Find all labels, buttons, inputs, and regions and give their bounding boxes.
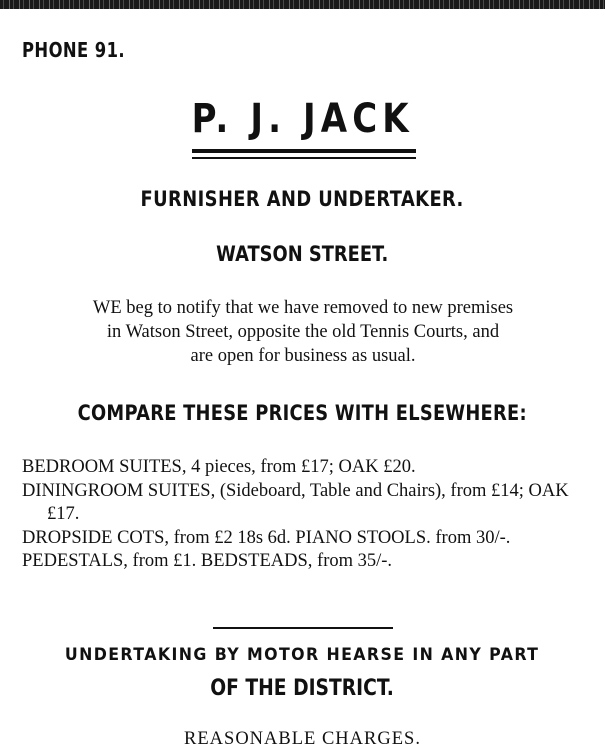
address-heading-text: WATSON STREET. [216, 242, 389, 266]
phone-number: PHONE 91. [22, 38, 126, 62]
title-underline-thin [192, 157, 416, 159]
section-divider [213, 627, 393, 629]
trade-heading [0, 187, 605, 211]
prices-heading-text: COMPARE THESE PRICES WITH ELSEWHERE: [77, 401, 528, 425]
price-item: BEDROOM SUITES, 4 pieces, from £17; OAK £20. [22, 457, 416, 477]
business-name [0, 96, 605, 142]
relocation-notice [22, 296, 584, 368]
top-border-rule [0, 0, 605, 9]
price-item: DININGROOM SUITES, (Sideboard, Table and Chairs), from £14; OAK £17. [22, 480, 569, 524]
notice-line: are open for business as usual. [190, 346, 416, 366]
trade-heading-text: FURNISHER AND UNDERTAKER. [140, 187, 465, 211]
price-list [22, 456, 592, 574]
charges-line: REASONABLE CHARGES. [184, 729, 421, 749]
notice-line: in Watson Street, opposite the old Tennis Courts, and [106, 322, 500, 342]
district-line-text: OF THE DISTRICT. [210, 676, 395, 701]
prices-heading [0, 401, 605, 425]
business-name-text: P. J. JACK [191, 96, 414, 142]
address-heading [0, 242, 605, 266]
undertaking-line-text: UNDERTAKING BY MOTOR HEARSE IN ANY PART [65, 645, 540, 665]
notice-line: WE beg to notify that we have removed to new premises [92, 298, 514, 318]
district-line [0, 676, 605, 701]
price-item: PEDESTALS, from £1. BEDSTEADS, from 35/-. [22, 551, 393, 571]
title-underline-thick [192, 149, 416, 153]
price-item: DROPSIDE COTS, from £2 18s 6d. PIANO STOOLS. from 30/-. [22, 527, 511, 548]
undertaking-line [0, 645, 605, 665]
